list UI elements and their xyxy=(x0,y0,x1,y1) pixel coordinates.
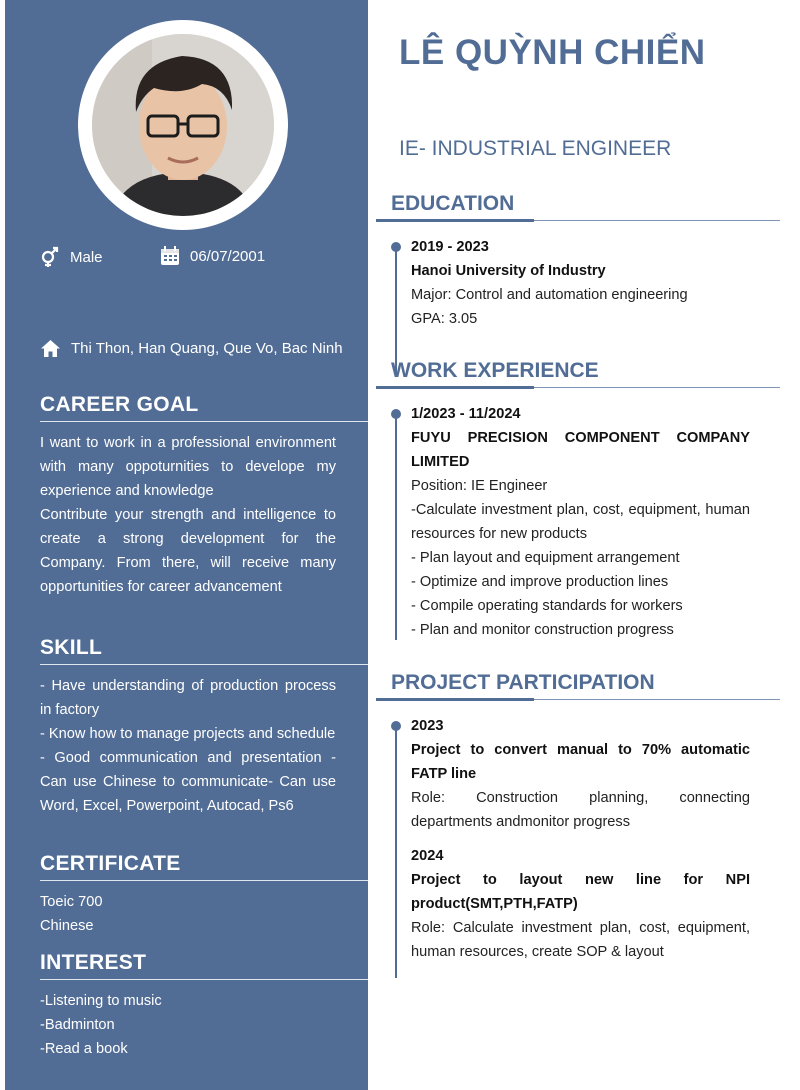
skill-section xyxy=(40,636,368,818)
work-heading: WORK EXPERIENCE xyxy=(376,359,780,388)
timeline-dot xyxy=(391,409,401,419)
timeline-dot xyxy=(391,721,401,731)
work-duty: - Compile operating standards for workers xyxy=(411,598,683,614)
skill-item: - Know how to manage projects and schedule xyxy=(40,726,336,742)
timeline-line xyxy=(395,722,397,978)
work-duty: - Plan layout and equipment arrangement xyxy=(411,550,680,566)
interest-item: -Badminton xyxy=(40,1017,115,1033)
project-section xyxy=(376,671,780,964)
birthdate-text: 06/07/2001 xyxy=(190,247,266,265)
project-name: Project to layout new line for NPI product(SMT,PTH,FATP) xyxy=(411,872,750,912)
work-duty: - Plan and monitor construction progress xyxy=(411,622,674,638)
project-item xyxy=(411,844,750,964)
sidebar xyxy=(5,0,368,1090)
gender-icon xyxy=(40,246,60,268)
job-title: IE- INDUSTRIAL ENGINEER xyxy=(399,137,672,160)
full-name: LÊ QUỲNH CHIỂN xyxy=(399,33,706,72)
work-position: Position: IE Engineer xyxy=(411,478,548,494)
address-row xyxy=(40,339,343,358)
career-goal-paragraph: Contribute your strength and intelligence to create a strong development for the Company. From there, will receive many opportunities for career advancement xyxy=(40,507,336,595)
certificate-section xyxy=(40,852,368,938)
birthdate-row xyxy=(160,246,265,266)
interest-item: -Read a book xyxy=(40,1041,128,1057)
education-school: Hanoi University of Industry xyxy=(411,263,606,279)
certificate-item: Toeic 700 xyxy=(40,894,103,910)
career-goal-paragraph: I want to work in a professional environment with many oppoturnities to develope my experience and knowledge xyxy=(40,435,336,499)
education-section xyxy=(376,192,780,331)
interest-item: -Listening to music xyxy=(40,993,162,1009)
gender-text: Male xyxy=(70,248,103,266)
work-section xyxy=(376,359,780,642)
profile-photo xyxy=(92,34,274,216)
profile-photo-frame xyxy=(78,20,288,230)
career-goal-section xyxy=(40,393,368,599)
education-heading: EDUCATION xyxy=(376,192,780,221)
address-text: Thi Thon, Han Quang, Que Vo, Bac Ninh xyxy=(71,340,343,357)
work-duty: - Optimize and improve production lines xyxy=(411,574,669,590)
certificate-item: Chinese xyxy=(40,918,94,934)
education-period: 2019 - 2023 xyxy=(411,239,489,255)
timeline-line xyxy=(395,410,397,640)
skill-item: - Have understanding of production process in factory xyxy=(40,678,336,718)
project-role: Role: Construction planning, connecting departments andmonitor progress xyxy=(411,790,750,830)
certificate-heading: CERTIFICATE xyxy=(40,852,368,881)
timeline-line xyxy=(395,243,397,377)
project-name: Project to convert manual to 70% automatic FATP line xyxy=(411,742,750,782)
work-period: 1/2023 - 11/2024 xyxy=(411,406,521,422)
skill-item: - Good communication and presentation - Can use Chinese to communicate- Can use Word, Excel, Powerpoint, Autocad, Ps6 xyxy=(40,750,336,814)
calendar-icon xyxy=(160,246,180,266)
project-year: 2023 xyxy=(411,718,444,734)
gender-row xyxy=(40,246,103,268)
home-icon xyxy=(40,339,61,358)
work-duty: -Calculate investment plan, cost, equipment, human resources for new products xyxy=(411,502,750,542)
skill-heading: SKILL xyxy=(40,636,368,665)
interest-section xyxy=(40,951,368,1061)
project-year: 2024 xyxy=(411,848,444,864)
career-goal-heading: CAREER GOAL xyxy=(40,393,368,422)
project-heading: PROJECT PARTICIPATION xyxy=(376,671,780,700)
education-major: Major: Control and automation engineering xyxy=(411,287,688,303)
project-item xyxy=(411,714,750,834)
project-role: Role: Calculate investment plan, cost, equipment, human resources, create SOP & layout xyxy=(411,920,750,960)
timeline-dot xyxy=(391,242,401,252)
education-gpa: GPA: 3.05 xyxy=(411,311,478,327)
interest-heading: INTEREST xyxy=(40,951,368,980)
work-company: FUYU PRECISION COMPONENT COMPANY LIMITED xyxy=(411,430,750,470)
